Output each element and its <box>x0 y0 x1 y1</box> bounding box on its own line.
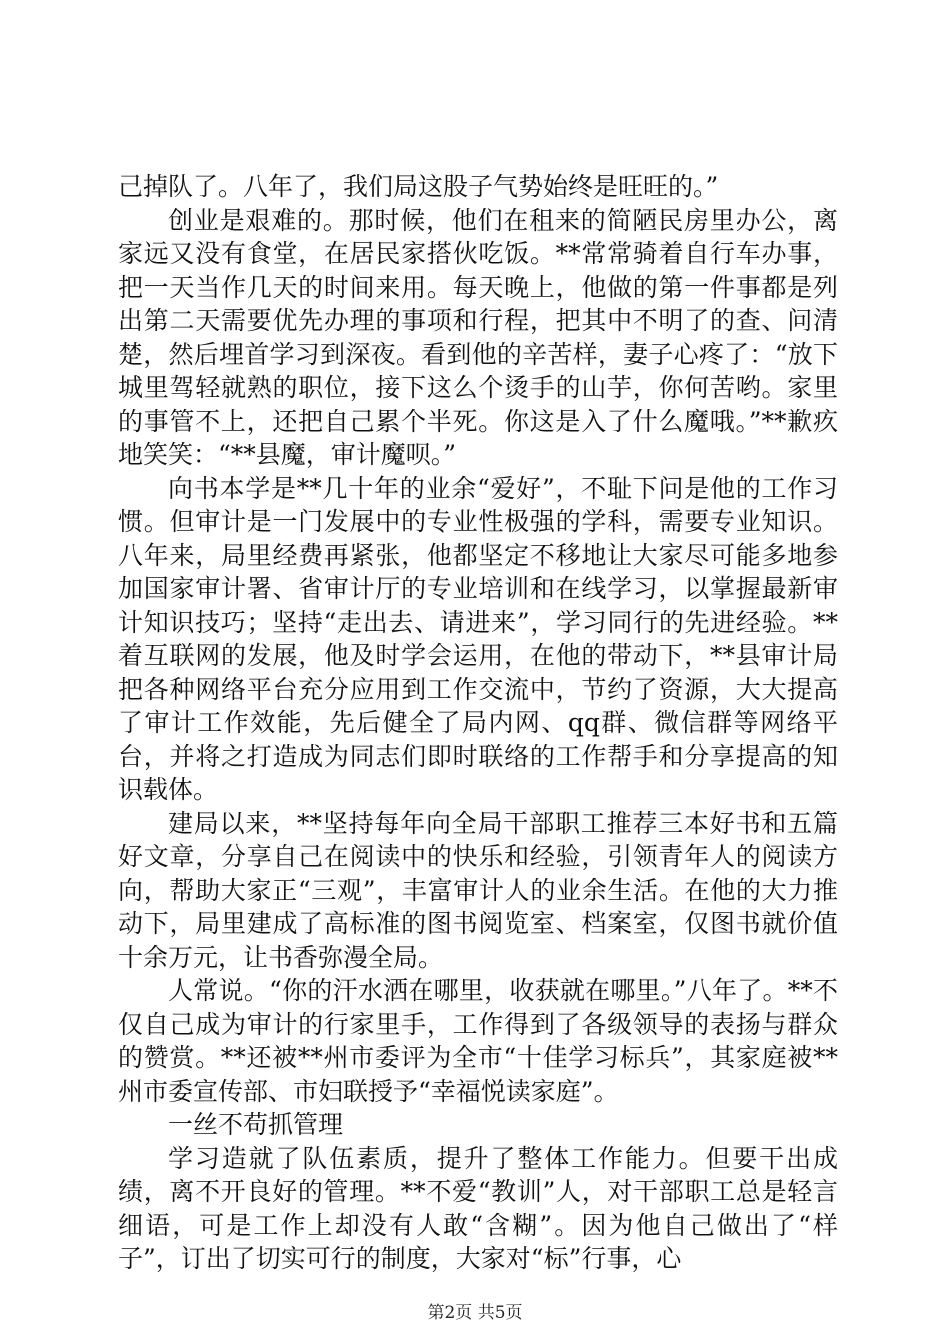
document-body <box>118 170 838 1276</box>
paragraph-management: 学习造就了队伍素质，提升了整体工作能力。但要干出成绩，离不开良好的管理。**不爱“教训”人，对干部职工总是轻言细语，可是工作上却没有人敢“含糊”。因为他自己做出了“样子”，订出了切实可行的制度，大家对“标”行事，心 <box>118 1143 838 1273</box>
page-number-footer: 第2页 共5页 <box>427 1303 523 1323</box>
paragraph-reading: 建局以来，**坚持每年向全局干部职工推荐三本好书和五篇好文章，分享自己在阅读中的快乐和经验，引领青年人的阅读方向，帮助大家正“三观”，丰富审计人的业余生活。在他的大力推动下，局里建成了高标准的图书阅览室、档案室，仅图书就价值十余万元，让书香弥漫全局。 <box>118 808 838 972</box>
paragraph-continuation: 己掉队了。八年了，我们局这股子气势始终是旺旺的。” <box>118 172 719 201</box>
paragraph-achievement: 人常说。“你的汗水洒在哪里，收获就在哪里。”八年了。**不仅自己成为审计的行家里手，工作得到了各级领导的表扬与群众的赞赏。**还被**州市委评为全市“十佳学习标兵”，其家庭被**州市委宣传部、市妇联授予“幸福悦读家庭”。 <box>118 976 838 1106</box>
paragraph-learning: 向书本学是**几十年的业余“爱好”，不耻下问是他的工作习惯。但审计是一门发展中的专业性极强的学科，需要专业知识。八年来，局里经费再紧张，他都坚定不移地让大家尽可能多地参加国家审计署、省审计厅的专业培训和在线学习，以掌握最新审计知识技巧；坚持“走出去、请进来”，学习同行的先进经验。**着互联网的发展，他及时学会运用，在他的带动下，**县审计局把各种网络平台充分应用到工作交流中，节约了资源，大大提高了审计工作效能，先后健全了局内网、qq群、微信群等网络平台，并将之打造成为同志们即时联络的工作帮手和分享提高的知识载体。 <box>118 473 838 804</box>
section-heading: 一丝不苟抓管理 <box>168 1110 344 1139</box>
paragraph-startup: 创业是艰难的。那时候，他们在租来的简陋民房里办公，离家远又没有食堂，在居民家搭伙吃饭。**常常骑着自行车办事，把一天当作几天的时间来用。每天晚上，他做的第一件事都是列出第二天需要优先办理的事项和行程，把其中不明了的查、问清楚，然后埋首学习到深夜。看到他的辛苦样，妻子心疼了：“放下城里驾轻就熟的职位，接下这么个烫手的山芋，你何苦哟。家里的事管不上，还把自己累个半死。你这是入了什么魔哦。”**歉疚地笑笑：“**县魔，审计魔呗。” <box>118 205 838 469</box>
